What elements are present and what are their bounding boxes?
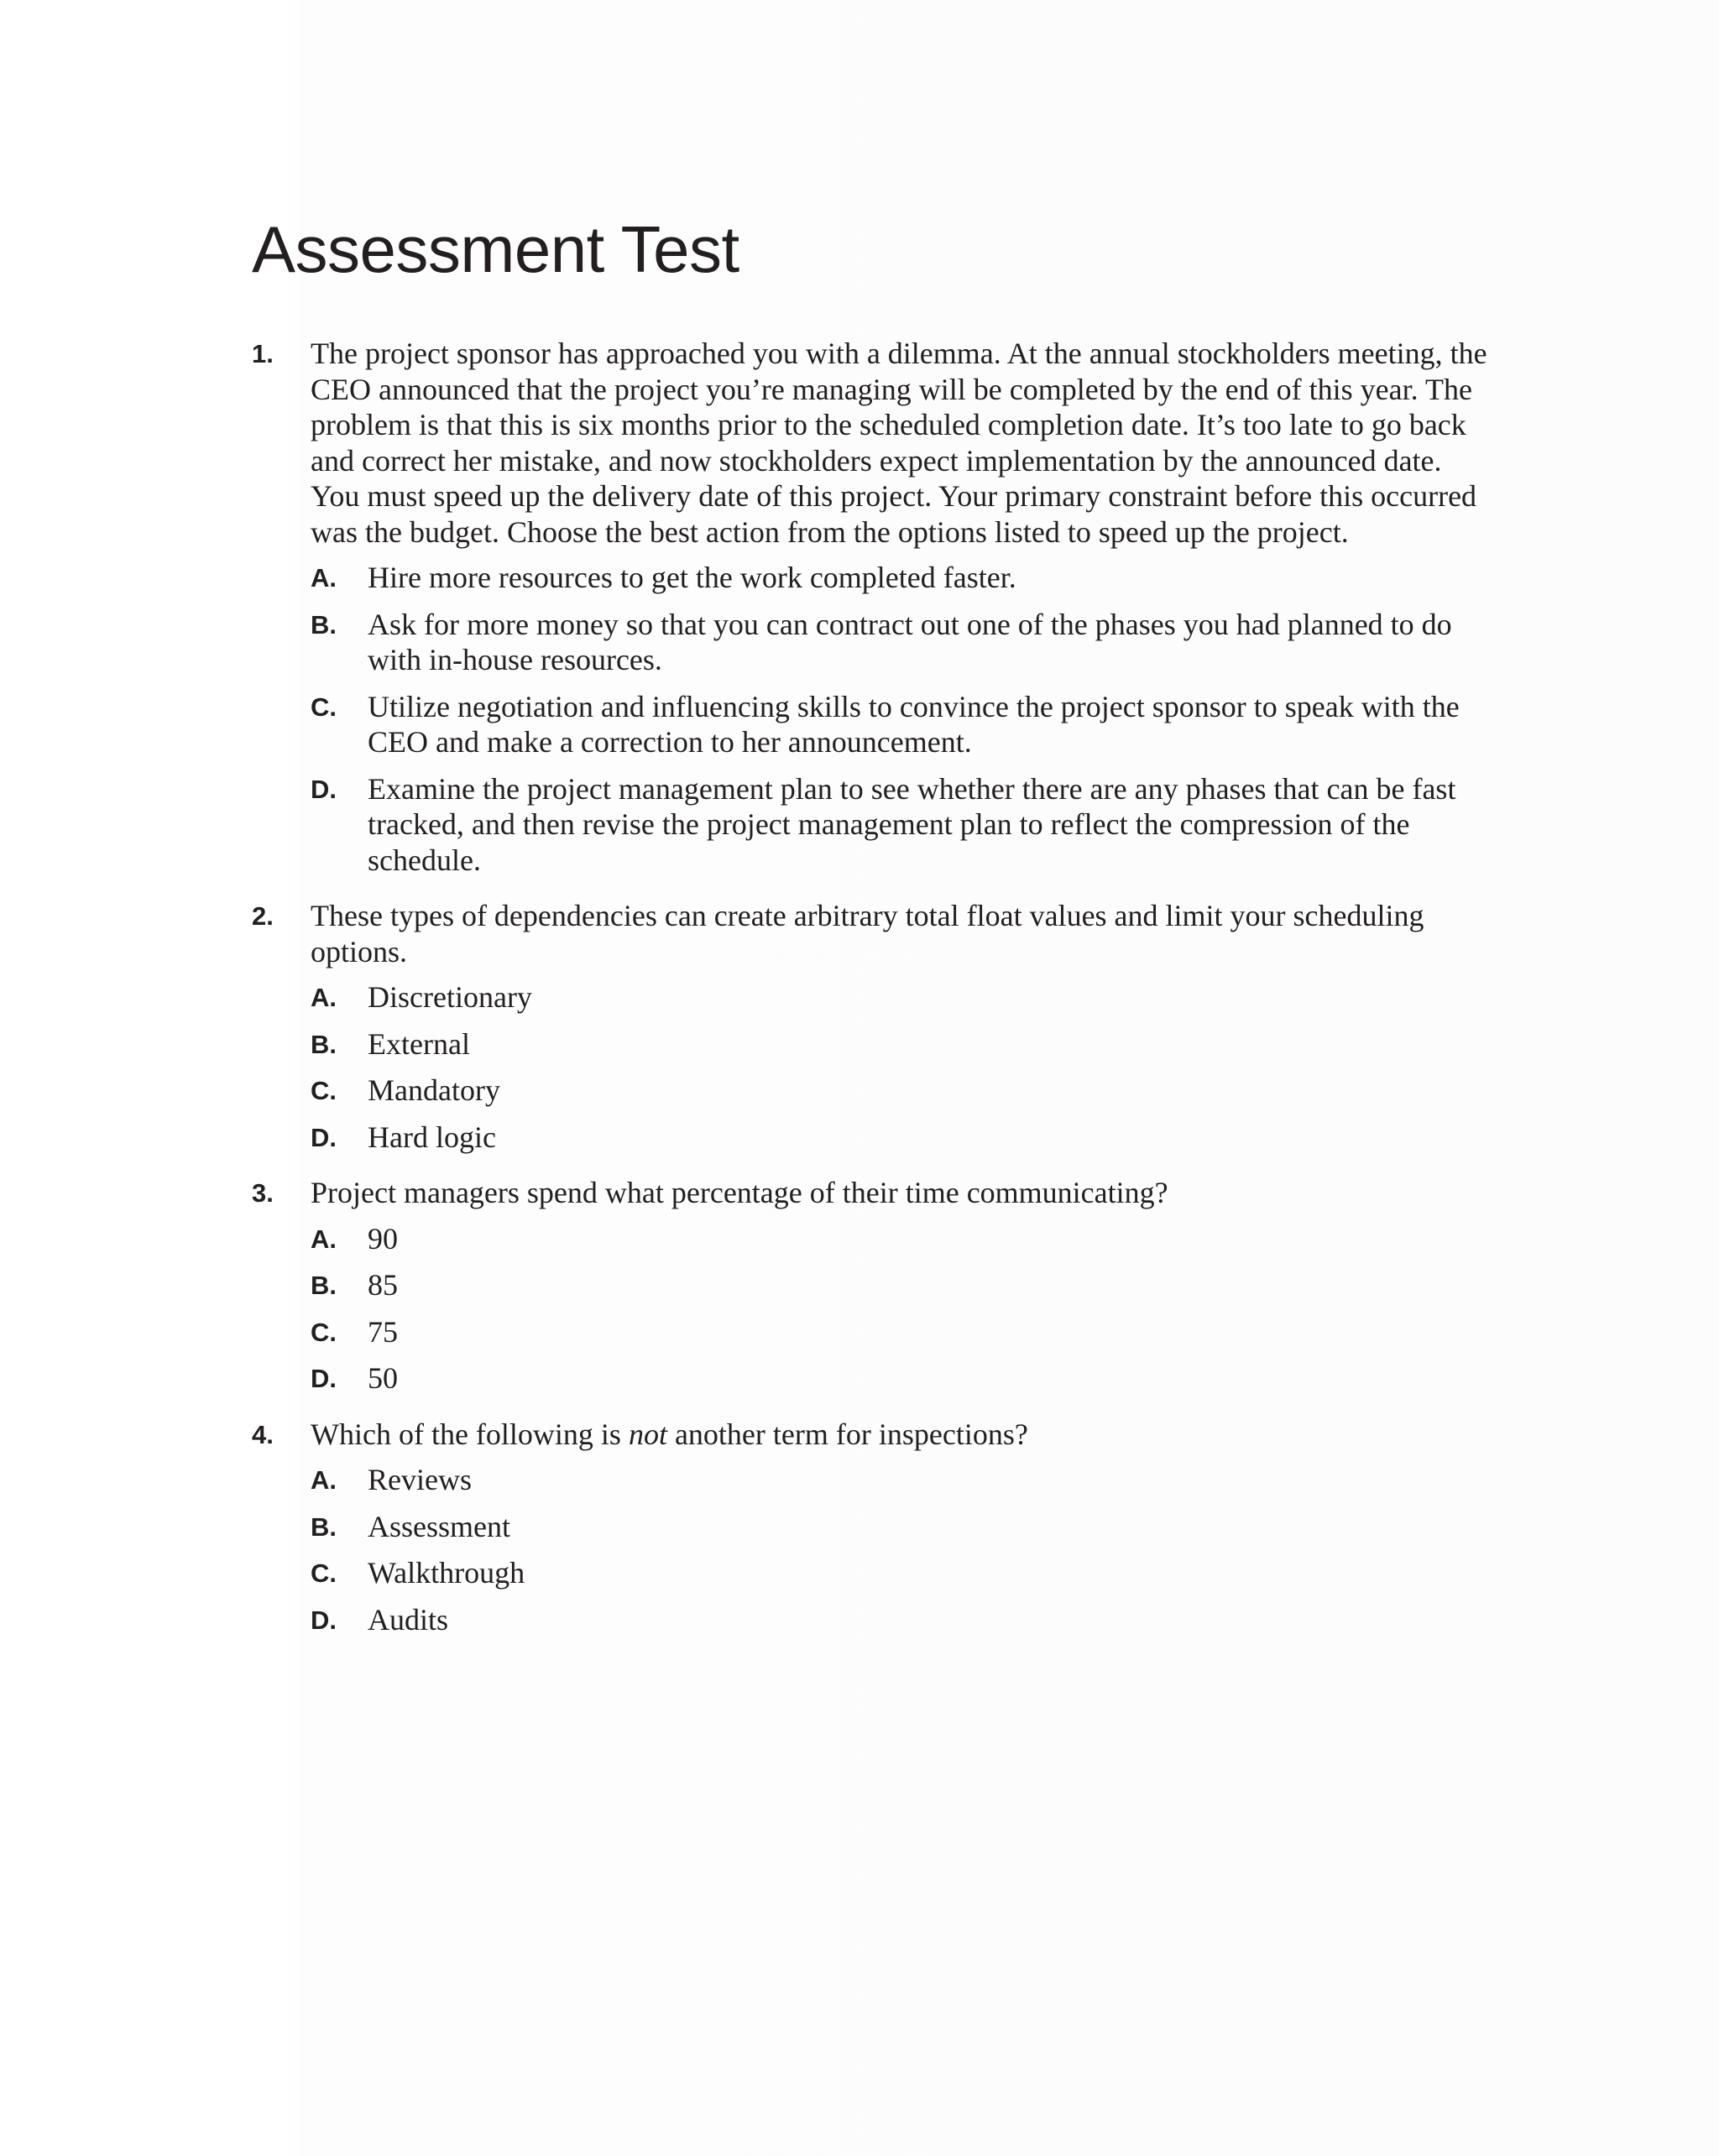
option-letter: C.: [311, 692, 337, 722]
option-text: 50: [368, 1361, 398, 1395]
option-letter: B.: [311, 1029, 337, 1059]
question-text-emphasis: not: [628, 1417, 667, 1451]
question-number: 3.: [252, 1178, 274, 1208]
option-list: [311, 979, 1494, 1155]
option-c: [311, 1555, 1494, 1591]
option-letter: C.: [311, 1317, 337, 1347]
question-list: [252, 336, 1494, 1657]
question-text: These types of dependencies can create arbitrary total float values and limit your scheduling options.: [311, 899, 1424, 968]
option-d: [311, 1602, 1494, 1638]
option-text: Audits: [368, 1602, 449, 1637]
option-a: [311, 979, 1494, 1015]
option-list: [311, 1462, 1494, 1637]
option-text: Ask for more money so that you can contract out one of the phases you had planned to do with in-house resources.: [368, 607, 1452, 676]
question-text: Project managers spend what percentage of their time communicating?: [311, 1176, 1168, 1209]
option-letter: A.: [311, 563, 337, 593]
option-text: External: [368, 1026, 470, 1061]
option-a: [311, 1462, 1494, 1498]
question-number: 1.: [252, 339, 274, 368]
page-title: Assessment Test: [252, 212, 739, 286]
question-4: [252, 1417, 1494, 1638]
option-a: [311, 560, 1494, 596]
option-c: [311, 1073, 1494, 1109]
option-letter: B.: [311, 1511, 337, 1542]
option-letter: D.: [311, 1364, 337, 1393]
option-letter: B.: [311, 1271, 337, 1300]
question-text: [311, 1417, 1494, 1453]
option-text: Hard logic: [368, 1120, 496, 1154]
option-c: [311, 1314, 1494, 1350]
option-text: Hire more resources to get the work completed faster.: [368, 561, 1016, 594]
option-letter: D.: [311, 774, 337, 804]
option-d: [311, 1120, 1494, 1156]
option-c: [311, 689, 1494, 760]
question-text-end: another term for inspections?: [666, 1417, 1028, 1451]
option-text: 90: [368, 1221, 398, 1255]
option-letter: B.: [311, 609, 337, 639]
option-a: [311, 1221, 1494, 1257]
option-b: [311, 607, 1494, 678]
option-d: [311, 1360, 1494, 1396]
option-letter: A.: [311, 1224, 337, 1254]
question-text: The project sponsor has approached you with a dilemma. At the annual stockholders meeting, the CEO announced that the project you’re managing will be completed by the end of this year. The problem is that this is six months prior to the scheduled completion date. It’s too late to go back and correct her mistake, and now stockholders expect implementation by the announced date. You must speed up the delivery date of this project. Your primary constraint before this occurred was the budget. Choose the best action from the options listed to speed up the project.: [311, 337, 1487, 549]
option-text: Walkthrough: [368, 1556, 525, 1590]
option-text: Reviews: [368, 1463, 472, 1496]
option-letter: C.: [311, 1076, 337, 1105]
option-text: Assessment: [368, 1509, 510, 1543]
option-letter: A.: [311, 1465, 337, 1495]
question-3: [252, 1175, 1494, 1396]
question-text-start: Which of the following is: [311, 1417, 629, 1451]
option-b: [311, 1509, 1494, 1545]
option-text: Utilize negotiation and influencing skills to convince the project sponsor to speak with the CEO and make a correction to her announcement.: [368, 689, 1460, 759]
question-2: [252, 898, 1494, 1155]
option-text: 75: [368, 1314, 398, 1349]
option-text: Examine the project management plan to see whether there are any phases that can be fast tracked, and then revise the project management plan to reflect the compression of the schedule.: [368, 771, 1456, 877]
question-1: [252, 336, 1494, 878]
option-letter: D.: [311, 1605, 337, 1635]
option-text: 85: [368, 1268, 398, 1302]
option-text: Mandatory: [368, 1073, 500, 1107]
option-list: [311, 1221, 1494, 1396]
option-letter: C.: [311, 1558, 337, 1588]
option-b: [311, 1026, 1494, 1062]
option-text: Discretionary: [368, 980, 532, 1014]
question-number: 4.: [252, 1419, 274, 1449]
option-letter: D.: [311, 1122, 337, 1152]
question-number: 2.: [252, 901, 274, 931]
option-letter: A.: [311, 983, 337, 1012]
option-b: [311, 1267, 1494, 1303]
option-d: [311, 771, 1494, 879]
option-list: [311, 560, 1494, 878]
